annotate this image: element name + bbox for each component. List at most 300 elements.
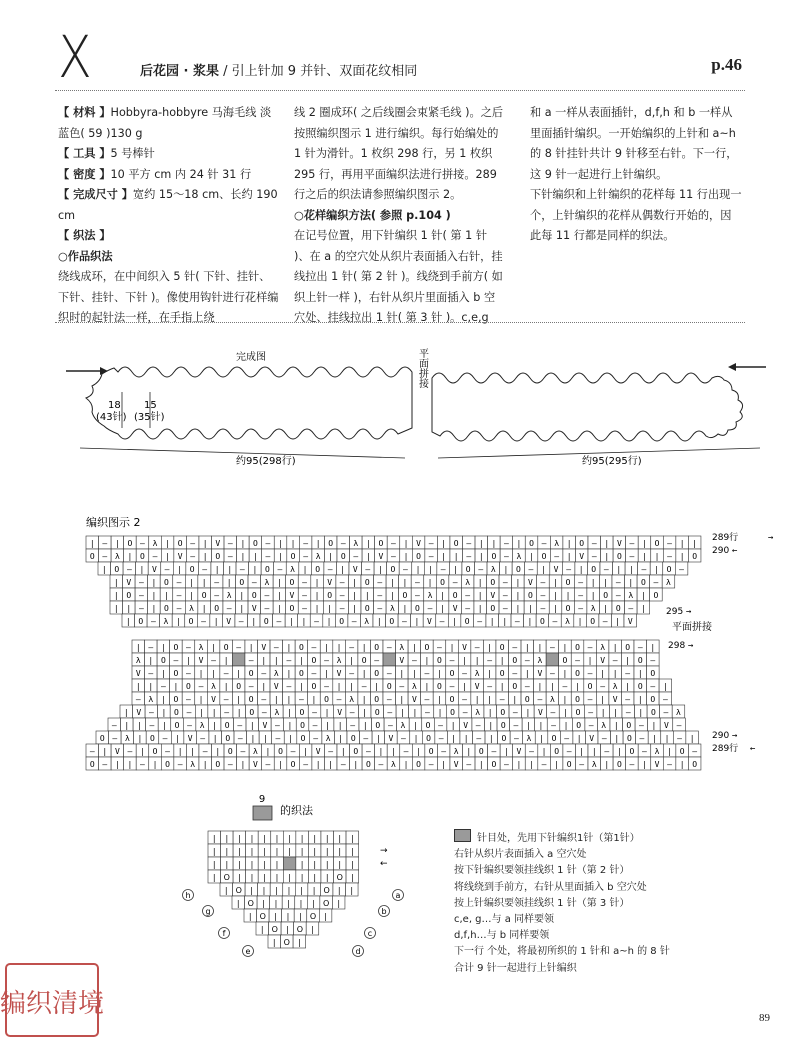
- chart-symbol: |: [563, 708, 568, 717]
- legend-line-8: 下一行 个处，将最初所织的 1 针和 a~h 的 8 针: [454, 946, 670, 958]
- chart-symbol: —: [425, 708, 430, 717]
- chart-symbol: O: [214, 604, 220, 613]
- chart-symbol: |: [391, 747, 396, 756]
- chart-symbol: |: [325, 847, 329, 856]
- chart-symbol: λ: [124, 734, 130, 743]
- chart-symbol: —: [692, 747, 698, 756]
- chart-symbol: —: [303, 552, 309, 561]
- chart-symbol: λ: [336, 656, 342, 665]
- chart-symbol: |: [613, 708, 619, 717]
- chart-symbol: |: [504, 747, 509, 756]
- chart-symbol: |: [462, 682, 467, 691]
- chart-symbol: —: [160, 682, 166, 691]
- chart-symbol: |: [565, 591, 571, 600]
- chart-symbol: O: [290, 760, 296, 769]
- chart-symbol: |: [152, 760, 158, 769]
- chart-symbol: —: [462, 708, 468, 717]
- chart-symbol: O: [576, 721, 582, 730]
- chart-symbol: |: [301, 617, 307, 626]
- chart-symbol: O: [138, 617, 144, 626]
- chart-symbol: |: [562, 695, 568, 704]
- chart-symbol: |: [491, 539, 497, 548]
- chart-symbol: —: [89, 747, 95, 756]
- chart-symbol: |: [324, 643, 329, 652]
- chart-symbol: —: [302, 591, 307, 600]
- chart-symbol: O: [174, 721, 180, 730]
- chart-symbol: —: [340, 760, 346, 769]
- chart-symbol: |: [250, 834, 254, 843]
- chart-symbol: O: [323, 886, 330, 895]
- page-reference: p.46: [711, 55, 742, 74]
- chart-symbol: —: [475, 721, 481, 730]
- chart-symbol: —: [351, 617, 357, 626]
- chart-symbol: |: [474, 656, 480, 665]
- chart-symbol: O: [692, 552, 698, 561]
- chart-symbol: λ: [163, 617, 169, 626]
- chart-symbol: |: [326, 617, 332, 626]
- chart-symbol: λ: [189, 604, 194, 613]
- chart-symbol: O: [215, 760, 221, 769]
- chart-symbol: |: [579, 747, 585, 756]
- chart-symbol: —: [650, 682, 656, 691]
- chart-symbol: |: [250, 886, 253, 895]
- chart-symbol: O: [311, 682, 317, 691]
- chart-symbol: |: [288, 734, 293, 743]
- chart-symbol: —: [353, 552, 359, 561]
- chart-symbol: λ: [590, 604, 596, 613]
- chart-symbol: |: [352, 591, 358, 600]
- chart-symbol: O: [640, 578, 646, 587]
- red-seal-stamp: [0, 960, 105, 1040]
- chart-symbol: |: [225, 834, 229, 843]
- chart-symbol: —: [587, 643, 593, 652]
- chart-symbol: |: [236, 899, 240, 908]
- chart-symbol: O: [389, 617, 395, 626]
- chart-symbol: —: [629, 539, 635, 548]
- chart-symbol: O: [591, 565, 597, 574]
- chart-symbol: |: [298, 938, 301, 947]
- chart-symbol: —: [514, 617, 520, 626]
- chart-symbol: —: [275, 721, 280, 730]
- chart-symbol: —: [441, 747, 447, 756]
- chart-symbol: —: [313, 734, 319, 743]
- chart-symbol: |: [625, 682, 631, 691]
- chart-symbol: —: [667, 539, 672, 548]
- chart-symbol: |: [349, 682, 355, 691]
- chart-symbol: —: [629, 760, 635, 769]
- title-rest: / 引上针加 9 并针、双面花纹相同: [223, 64, 418, 79]
- chart-symbol: —: [314, 617, 319, 626]
- legend-line-5: 按上针编织要领挂线织 1 针（第 3 针）: [454, 897, 630, 909]
- chart-symbol: —: [578, 578, 584, 587]
- chart-symbol: O: [309, 912, 317, 921]
- chart-symbol: |: [240, 552, 246, 561]
- chart-symbol: O: [566, 760, 572, 769]
- legend-line-6: c,e, g…与 a 同样要领: [454, 914, 555, 926]
- chart-symbol: V: [273, 682, 279, 691]
- chart-symbol: |: [263, 860, 266, 869]
- chart-symbol: λ: [290, 565, 295, 574]
- chart-symbol: O: [449, 669, 455, 678]
- chart-symbol: |: [451, 734, 457, 743]
- chart-symbol: |: [541, 747, 547, 756]
- chart-symbol: |: [553, 591, 558, 600]
- chart-symbol: |: [314, 591, 320, 600]
- chart-symbol: |: [124, 721, 130, 730]
- chart-symbol: |: [223, 656, 229, 665]
- chart-symbol: |: [160, 643, 166, 652]
- seal-text: 编织清境: [0, 989, 105, 1019]
- chart-symbol: |: [135, 682, 141, 691]
- chart-symbol: |: [566, 552, 572, 561]
- detail-title: 的织法: [280, 804, 313, 817]
- chart-symbol: —: [138, 578, 144, 587]
- chart-symbol: |: [126, 604, 132, 613]
- chart-symbol: |: [177, 565, 182, 574]
- chart-symbol: V: [462, 643, 467, 652]
- chart-symbol: |: [239, 591, 245, 600]
- chart-symbol: —: [173, 656, 179, 665]
- chart-symbol: |: [275, 873, 279, 882]
- chart-symbol: —: [176, 578, 182, 587]
- chart-symbol: |: [272, 938, 276, 947]
- chart-symbol: λ: [526, 734, 532, 743]
- chart-symbol: |: [389, 591, 395, 600]
- chart-symbol: |: [211, 643, 216, 652]
- chart-symbol: V: [452, 604, 458, 613]
- chart-symbol: —: [127, 747, 133, 756]
- chart-symbol: |: [214, 565, 220, 574]
- chart-symbol: |: [315, 539, 321, 548]
- chart-symbol: O: [336, 873, 343, 882]
- marker-letter-e: e: [245, 947, 251, 956]
- chart-symbol: |: [338, 860, 342, 869]
- chart-symbol: O: [327, 591, 333, 600]
- chart-symbol: |: [603, 604, 609, 613]
- chart-symbol: |: [201, 604, 207, 613]
- chart-symbol: |: [604, 760, 610, 769]
- chart-symbol: O: [300, 721, 305, 730]
- chart-symbol: |: [325, 834, 329, 843]
- chart-symbol: O: [239, 578, 245, 587]
- chart-symbol: —: [578, 591, 584, 600]
- chart-symbol: —: [625, 708, 631, 717]
- chart-symbol: —: [487, 682, 493, 691]
- chart-symbol: O: [299, 669, 304, 678]
- chart-symbol: |: [488, 721, 494, 730]
- instructions-column: [294, 103, 506, 329]
- chart-symbol: O: [464, 617, 470, 626]
- chart-symbol: —: [440, 565, 446, 574]
- chart-symbol: |: [202, 552, 208, 561]
- chart-symbol: O: [315, 565, 321, 574]
- chart-symbol: |: [628, 578, 634, 587]
- row-289-upper-arrow: →: [768, 533, 774, 543]
- chart-symbol: —: [578, 604, 584, 613]
- chart-symbol: V: [627, 617, 633, 626]
- chart-symbol: |: [265, 747, 271, 756]
- chart-symbol: —: [642, 747, 647, 756]
- chart-symbol: |: [437, 695, 442, 704]
- chart-symbol: O: [164, 604, 169, 613]
- chart-symbol: —: [415, 578, 420, 587]
- chart-symbol: |: [275, 860, 279, 869]
- chart-symbol: O: [374, 669, 380, 678]
- chart-symbol: |: [350, 873, 354, 882]
- chart-symbol: |: [562, 643, 568, 652]
- chart-symbol: —: [566, 565, 572, 574]
- chart-symbol: O: [616, 760, 622, 769]
- chart-symbol: O: [426, 734, 431, 743]
- chart-symbol: |: [337, 886, 341, 895]
- chart-symbol: |: [516, 760, 522, 769]
- chart-symbol: |: [263, 834, 266, 843]
- chart-symbol: |: [113, 591, 119, 600]
- chart-symbol: |: [441, 552, 447, 561]
- chart-symbol: O: [227, 747, 233, 756]
- chart-symbol: —: [312, 708, 317, 717]
- chart-symbol: —: [140, 539, 145, 548]
- chart-symbol: O: [528, 591, 533, 600]
- chart-symbol: |: [441, 760, 447, 769]
- finished-diagram: [0, 340, 800, 470]
- chart-symbol: λ: [199, 721, 205, 730]
- chart-symbol: V: [664, 721, 669, 730]
- chart-symbol: |: [286, 669, 292, 678]
- chart-symbol: |: [303, 747, 309, 756]
- chart-symbol: |: [101, 565, 107, 574]
- chart-symbol: |: [604, 539, 610, 548]
- chart-symbol: O: [650, 708, 656, 717]
- chart-symbol: |: [212, 847, 216, 856]
- chart-symbol: |: [140, 747, 145, 756]
- chart-symbol: V: [136, 708, 142, 717]
- chart-symbol: —: [514, 734, 519, 743]
- row-289-upper: 289行: [712, 533, 739, 543]
- chart-symbol: —: [566, 747, 572, 756]
- chart-symbol: —: [328, 747, 334, 756]
- chart-symbol: |: [311, 925, 314, 934]
- chart-symbol: |: [650, 643, 656, 652]
- chart-symbol: |: [487, 669, 493, 678]
- chart-symbol: —: [303, 539, 309, 548]
- finished-title: 完成图: [236, 352, 266, 363]
- chart-symbol: —: [612, 656, 618, 665]
- chart-symbol: O: [160, 656, 166, 665]
- chart-symbol: |: [199, 708, 204, 717]
- chart-symbol: |: [350, 847, 354, 856]
- chart-symbol: |: [227, 565, 233, 574]
- chart-symbol: —: [403, 747, 409, 756]
- chart-symbol: —: [365, 565, 371, 574]
- chart-symbol: |: [289, 617, 294, 626]
- chart-symbol: —: [491, 747, 497, 756]
- mid-divider: [55, 322, 745, 323]
- chart-symbol: V: [616, 539, 622, 548]
- chart-symbol: O: [512, 656, 518, 665]
- chart-symbol: |: [550, 682, 555, 691]
- chart-symbol: |: [362, 721, 368, 730]
- chart-symbol: —: [324, 682, 329, 691]
- chart-symbol: |: [487, 708, 493, 717]
- chart-symbol: |: [251, 617, 257, 626]
- chart-symbol: —: [499, 695, 505, 704]
- chart-symbol: —: [248, 682, 254, 691]
- chart-symbol: —: [591, 539, 597, 548]
- chart-symbol: |: [402, 604, 408, 613]
- chart-symbol: —: [449, 656, 455, 665]
- chart-symbol: |: [462, 656, 467, 665]
- chart-symbol: λ: [273, 669, 279, 678]
- chart-symbol: |: [338, 834, 342, 843]
- row-295-arrow: →: [686, 607, 692, 617]
- chart-symbol: O: [173, 669, 179, 678]
- chart-symbol: —: [265, 539, 271, 548]
- work-body: 绕线成环，在中间织入 5 针( 下针、挂针、下针、挂针、下针 )。像使用钩针进行花样编织时的起针法一样，在手指上绕: [58, 270, 279, 324]
- chart-symbol: |: [274, 899, 278, 908]
- chart-symbol: |: [300, 847, 304, 856]
- chart-symbol: λ: [654, 747, 660, 756]
- chart-symbol: |: [440, 604, 445, 613]
- chart-symbol: O: [490, 578, 496, 587]
- chart-symbol: |: [299, 682, 304, 691]
- chart-symbol: O: [615, 604, 621, 613]
- chart-symbol: O: [524, 695, 530, 704]
- chart-symbol: |: [325, 873, 329, 882]
- legend-line-3: 按下针编织要领挂线织 1 针（第 2 针）: [454, 865, 630, 877]
- chart-symbol: |: [515, 591, 521, 600]
- width-18: 18: [108, 400, 121, 411]
- chart-symbol: |: [225, 860, 229, 869]
- chart-symbol: V: [427, 617, 432, 626]
- right-piece-outline: [432, 373, 743, 441]
- chart-symbol: O: [452, 591, 458, 600]
- chart-symbol: V: [114, 747, 120, 756]
- chart-symbol: |: [638, 708, 644, 717]
- chart-symbol: |: [290, 539, 296, 548]
- chart-symbol: —: [428, 552, 434, 561]
- chart-symbol: —: [148, 643, 154, 652]
- chart-symbol: |: [190, 747, 196, 756]
- chart-symbol: |: [286, 925, 289, 934]
- chart-symbol: |: [524, 643, 530, 652]
- row-289-lower-arrow: ←: [750, 744, 756, 754]
- knitting-chart-2: [0, 510, 800, 769]
- chart-symbol: O: [626, 734, 632, 743]
- chart-symbol: O: [99, 734, 105, 743]
- chart-symbol: λ: [190, 760, 196, 769]
- chart-symbol: |: [314, 604, 320, 613]
- chart-symbol: |: [240, 539, 246, 548]
- chart-symbol: λ: [516, 552, 522, 561]
- chart-symbol: λ: [474, 669, 480, 678]
- chart-symbol: —: [551, 721, 556, 730]
- chart-symbol: |: [238, 860, 241, 869]
- chart-symbol: —: [387, 721, 393, 730]
- chart-symbol: |: [273, 656, 279, 665]
- chart-cell: [383, 653, 396, 666]
- chart-symbol: |: [413, 734, 419, 743]
- legend-line-4: 将线绕到手前方，右针从里面插入 b 空穴处: [454, 881, 647, 893]
- chart-symbol: λ: [676, 708, 681, 717]
- chart-symbol: O: [173, 643, 179, 652]
- chart-symbol: —: [339, 604, 345, 613]
- chart-symbol: O: [500, 708, 506, 717]
- chart-symbol: V: [537, 669, 543, 678]
- chart-symbol: O: [249, 708, 255, 717]
- chart-symbol: |: [578, 565, 584, 574]
- chart-symbol: λ: [364, 617, 370, 626]
- chart-symbol: |: [652, 734, 657, 743]
- chart-symbol: |: [261, 682, 267, 691]
- chart-symbol: O: [551, 734, 557, 743]
- chart-symbol: |: [424, 656, 430, 665]
- chart-symbol: |: [238, 834, 241, 843]
- chart-symbol: O: [251, 591, 257, 600]
- chart-symbol: |: [313, 847, 317, 856]
- chart-symbol: —: [438, 721, 443, 730]
- chart-symbol: |: [300, 873, 304, 882]
- chart-symbol: |: [300, 860, 304, 869]
- chart-symbol: λ: [490, 565, 496, 574]
- chart-symbol: —: [102, 760, 108, 769]
- chart-symbol: —: [424, 695, 430, 704]
- chart-symbol: —: [550, 669, 555, 678]
- chart-symbol: |: [640, 604, 646, 613]
- chart-symbol: —: [176, 591, 182, 600]
- chart-symbol: —: [299, 695, 304, 704]
- chart-symbol: —: [275, 734, 281, 743]
- chart-symbol: —: [524, 656, 530, 665]
- pattern-letter: X: [57, 23, 92, 91]
- chart-symbol: |: [239, 604, 245, 613]
- chart-symbol: —: [273, 643, 279, 652]
- width-18-stitches: (43针): [96, 412, 127, 423]
- chart-symbol: —: [562, 682, 568, 691]
- chart-symbol: |: [173, 682, 179, 691]
- marker-letter-f: f: [222, 929, 226, 938]
- chart-symbol: λ: [135, 656, 141, 665]
- chart-symbol: |: [350, 860, 354, 869]
- chart-symbol: |: [575, 682, 580, 691]
- chart-symbol: —: [286, 682, 292, 691]
- chart-symbol: |: [212, 734, 218, 743]
- chart-symbol: O: [437, 682, 442, 691]
- pattern-column: [530, 103, 742, 247]
- method-label: 【 织法 】: [58, 229, 111, 242]
- chart-symbol: λ: [391, 760, 396, 769]
- row-295: 295: [666, 607, 684, 617]
- chart-symbol: |: [642, 760, 647, 769]
- chart-symbol: |: [377, 565, 383, 574]
- chart-symbol: O: [374, 643, 380, 652]
- chart-symbol: O: [587, 682, 593, 691]
- chart-symbol: —: [591, 552, 597, 561]
- chart-symbol: |: [277, 591, 282, 600]
- chart-symbol: |: [440, 591, 445, 600]
- chart-symbol: —: [152, 552, 158, 561]
- chart-symbol: |: [503, 565, 509, 574]
- chart-symbol: —: [148, 708, 154, 717]
- chart-symbol: V: [378, 552, 384, 561]
- chart-symbol: —: [386, 695, 392, 704]
- chart-symbol: λ: [600, 643, 606, 652]
- chart-symbol: |: [114, 760, 120, 769]
- chart-symbol: —: [303, 760, 309, 769]
- chart-symbol: —: [214, 578, 220, 587]
- chart-symbol: λ: [349, 695, 355, 704]
- chart-symbol: |: [667, 747, 672, 756]
